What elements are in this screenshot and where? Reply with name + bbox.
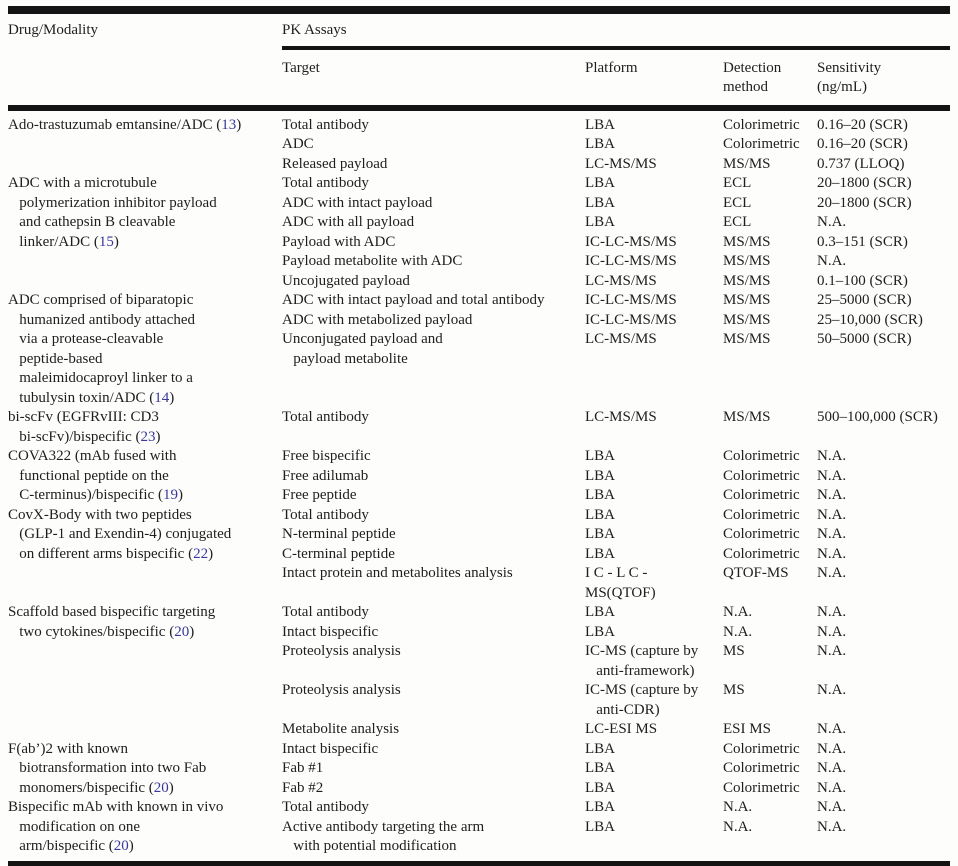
sensitivity-cell: N.A.: [817, 740, 847, 757]
drug-modality-cell: bi-scFv (EGFRvIII: CD3 bi-scFv)/bispecific (23): [8, 409, 161, 445]
target-column-header: Target: [282, 59, 320, 76]
sensitivity-cell: 25–5000 (SCR): [817, 292, 912, 308]
sensitivity-cell: 0.16–20 (SCR): [817, 136, 908, 152]
assay-rows: [282, 447, 950, 506]
target-cell: Payload metabolite with ADC: [282, 253, 463, 269]
assay-row: [282, 720, 950, 740]
platform-cell: LBA: [585, 799, 615, 815]
platform-cell: IC-LC-MS/MS: [585, 253, 677, 269]
target-cell: Proteolysis analysis: [282, 643, 401, 659]
assay-row: [282, 564, 950, 603]
assay-row: [282, 759, 950, 779]
platform-cell: IC-MS (capture by anti-CDR): [585, 682, 699, 718]
detection-method-cell: Colorimetric: [723, 506, 800, 523]
platform-cell: I C - L C - MS(QTOF): [585, 565, 656, 601]
detection-method-cell: QTOF-MS: [723, 565, 789, 581]
detection-method-cell: MS/MS: [723, 272, 771, 289]
platform-cell: LBA: [585, 448, 615, 464]
target-cell: Free bispecific: [282, 448, 371, 464]
platform-cell: LBA: [585, 136, 615, 152]
target-cell: Total antibody: [282, 506, 369, 523]
assay-rows: [282, 603, 950, 740]
drug-group-row: [8, 291, 950, 408]
target-cell: Released payload: [282, 155, 388, 172]
drug-group-row: [8, 798, 950, 857]
platform-cell: LBA: [585, 604, 615, 620]
platform-cell: LC-MS/MS: [585, 331, 657, 347]
detection-method-cell: MS: [723, 682, 745, 698]
target-cell: Fab #2: [282, 779, 324, 796]
assay-rows: [282, 408, 950, 428]
drug-modality-cell: COVA322 (mAb fused with functional peptide on the C-terminus)/bispecific (19): [8, 448, 183, 503]
platform-cell: LC-ESI MS: [585, 721, 658, 737]
platform-cell: LBA: [585, 467, 615, 484]
target-cell: Fab #1: [282, 760, 324, 776]
sensitivity-cell: N.A.: [817, 682, 847, 698]
drug-group-row: [8, 603, 950, 740]
citation-ref[interactable]: 22: [193, 545, 209, 562]
sensitivity-cell: N.A.: [817, 643, 847, 659]
target-cell: Unconjugated payload and payload metabolite: [282, 331, 443, 367]
sensitivity-cell: N.A.: [817, 448, 847, 464]
detection-method-cell: Colorimetric: [723, 779, 800, 796]
pk-assays-header: PK Assays: [282, 22, 347, 38]
assay-row: [282, 291, 950, 311]
platform-cell: LC-MS/MS: [585, 409, 657, 425]
platform-cell: LC-MS/MS: [585, 155, 657, 172]
citation-ref[interactable]: 20: [153, 779, 169, 796]
target-cell: Free peptide: [282, 487, 357, 503]
sensitivity-cell: N.A.: [817, 604, 847, 620]
detection-method-cell: MS/MS: [723, 311, 771, 328]
sensitivity-cell: 20–1800 (SCR): [817, 175, 912, 191]
sensitivity-cell: N.A.: [817, 253, 847, 269]
assay-row: [282, 798, 950, 818]
assay-row: [282, 467, 950, 487]
assay-rows: [282, 174, 950, 291]
assay-row: [282, 194, 950, 214]
target-cell: Intact protein and metabolites analysis: [282, 565, 513, 581]
assay-row: [282, 272, 950, 292]
detection-method-column-header: Detection method: [723, 59, 782, 95]
assay-row: [282, 330, 950, 369]
target-cell: ADC with intact payload: [282, 194, 433, 211]
assay-rows: [282, 798, 950, 857]
detection-method-cell: ECL: [723, 214, 752, 230]
sensitivity-cell: 25–10,000 (SCR): [817, 311, 923, 328]
detection-method-cell: MS: [723, 643, 745, 659]
target-cell: C-terminal peptide: [282, 545, 395, 562]
assay-row: [282, 252, 950, 272]
assay-row: [282, 818, 950, 857]
sensitivity-cell: N.A.: [817, 818, 847, 835]
assay-row: [282, 740, 950, 760]
platform-cell: IC-LC-MS/MS: [585, 233, 677, 250]
detection-method-cell: Colorimetric: [723, 526, 800, 542]
detection-method-cell: Colorimetric: [723, 545, 800, 562]
drug-modality-cell: F(ab’)2 with known biotransformation into two Fab monomers/bispecific (20): [8, 740, 207, 796]
target-cell: Total antibody: [282, 175, 369, 191]
platform-cell: IC-MS (capture by anti-framework): [585, 643, 699, 679]
assay-row: [282, 233, 950, 253]
target-cell: Total antibody: [282, 409, 369, 425]
platform-cell: LBA: [585, 818, 615, 835]
drug-modality-cell: Scaffold based bispecific targeting two cytokines/bispecific (20): [8, 604, 216, 640]
assay-row: [282, 623, 950, 643]
platform-cell: LBA: [585, 487, 615, 503]
target-cell: Metabolite analysis: [282, 721, 400, 737]
target-cell: ADC with metabolized payload: [282, 311, 473, 328]
citation-ref[interactable]: 23: [140, 428, 156, 445]
citation-ref[interactable]: 20: [113, 838, 129, 854]
detection-method-cell: ECL: [723, 194, 752, 211]
drug-modality-cell: Ado-trastuzumab emtansine/ADC (13): [8, 116, 242, 133]
assay-row: [282, 311, 950, 331]
assay-row: [282, 603, 950, 623]
table-top-rule: [8, 6, 950, 14]
drug-group-row: [8, 174, 950, 291]
assay-row: [282, 545, 950, 565]
platform-cell: LBA: [585, 740, 615, 757]
sensitivity-cell: N.A.: [817, 760, 847, 776]
platform-cell: LBA: [585, 506, 615, 523]
sensitivity-cell: 0.16–20 (SCR): [817, 116, 908, 133]
detection-method-cell: ESI MS: [723, 721, 771, 737]
assay-row: [282, 506, 950, 526]
sensitivity-cell: 50–5000 (SCR): [817, 331, 912, 347]
detection-method-cell: N.A.: [723, 799, 753, 815]
assay-row: [282, 779, 950, 799]
drug-group-row: [8, 447, 950, 506]
drug-modality-header: Drug/Modality: [8, 22, 98, 38]
pk-assays-header-group: [282, 14, 950, 105]
detection-method-cell: Colorimetric: [723, 740, 800, 757]
sensitivity-cell: 20–1800 (SCR): [817, 194, 912, 211]
assay-row: [282, 174, 950, 194]
target-cell: Uncojugated payload: [282, 272, 410, 289]
detection-method-cell: Colorimetric: [723, 760, 800, 776]
detection-method-cell: ECL: [723, 175, 752, 191]
sensitivity-cell: 0.1–100 (SCR): [817, 272, 908, 289]
drug-modality-cell: Bispecific mAb with known in vivo modification on one arm/bispecific (20): [8, 799, 224, 854]
sensitivity-cell: 0.3–151 (SCR): [817, 233, 908, 250]
assay-row: [282, 447, 950, 467]
target-cell: Free adilumab: [282, 467, 369, 484]
detection-method-cell: MS/MS: [723, 331, 771, 347]
target-cell: Proteolysis analysis: [282, 682, 401, 698]
target-cell: Total antibody: [282, 799, 369, 815]
detection-method-cell: Colorimetric: [723, 136, 800, 152]
target-cell: Total antibody: [282, 604, 369, 620]
assay-rows: [282, 291, 950, 369]
assay-rows: [282, 740, 950, 799]
platform-cell: LBA: [585, 779, 615, 796]
target-cell: Payload with ADC: [282, 233, 396, 250]
sensitivity-cell: N.A.: [817, 467, 847, 484]
drug-modality-cell: CovX-Body with two peptides (GLP-1 and Exendin-4) conjugated on different arms bispecific (22): [8, 506, 232, 562]
detection-method-cell: Colorimetric: [723, 116, 800, 133]
target-cell: Total antibody: [282, 116, 369, 133]
sensitivity-cell: N.A.: [817, 487, 847, 503]
assay-row: [282, 116, 950, 136]
sensitivity-cell: N.A.: [817, 623, 847, 640]
sensitivity-cell: 500–100,000 (SCR): [817, 409, 938, 425]
assay-row: [282, 135, 950, 155]
drug-group-row: [8, 408, 950, 447]
citation-ref[interactable]: 15: [98, 233, 114, 250]
assay-row: [282, 525, 950, 545]
target-cell: N-terminal peptide: [282, 526, 396, 542]
assay-row: [282, 155, 950, 175]
target-cell: ADC with intact payload and total antibody: [282, 292, 545, 308]
detection-method-cell: N.A.: [723, 623, 753, 640]
assay-row: [282, 408, 950, 428]
table-body: [8, 111, 950, 861]
assay-row: [282, 681, 950, 720]
platform-cell: LBA: [585, 175, 615, 191]
detection-method-cell: MS/MS: [723, 253, 771, 269]
target-cell: Intact bispecific: [282, 623, 379, 640]
drug-modality-cell: ADC with a microtubule polymerization inhibitor payload and cathepsin B cleavable linker/ADC (15): [8, 175, 217, 250]
detection-method-cell: MS/MS: [723, 409, 771, 425]
platform-cell: LC-MS/MS: [585, 272, 657, 289]
target-cell: Active antibody targeting the arm with potential modification: [282, 818, 485, 854]
citation-ref[interactable]: 14: [154, 389, 170, 406]
sensitivity-cell: N.A.: [817, 721, 847, 737]
detection-method-cell: Colorimetric: [723, 448, 800, 464]
platform-cell: LBA: [585, 194, 615, 211]
drug-group-row: [8, 116, 950, 175]
platform-cell: IC-LC-MS/MS: [585, 292, 677, 308]
sensitivity-cell: N.A.: [817, 526, 847, 542]
sensitivity-cell: N.A.: [817, 506, 847, 523]
citation-ref[interactable]: 13: [221, 116, 237, 133]
sensitivity-cell: N.A.: [817, 214, 847, 230]
platform-cell: LBA: [585, 623, 615, 640]
platform-cell: LBA: [585, 116, 615, 133]
citation-ref[interactable]: 20: [174, 623, 190, 640]
detection-method-cell: Colorimetric: [723, 467, 800, 484]
table-header: [8, 14, 950, 105]
sensitivity-column-header: Sensitivity (ng/mL): [817, 59, 882, 95]
detection-method-cell: N.A.: [723, 818, 753, 835]
assay-rows: [282, 116, 950, 175]
target-cell: ADC: [282, 136, 314, 152]
assay-row: [282, 213, 950, 233]
assay-row: [282, 486, 950, 506]
platform-cell: LBA: [585, 526, 615, 542]
platform-cell: LBA: [585, 214, 615, 230]
target-cell: ADC with all payload: [282, 214, 415, 230]
sensitivity-cell: 0.737 (LLOQ): [817, 155, 905, 172]
drug-modality-cell: ADC comprised of biparatopic humanized antibody attached via a protease-cleavable peptide-based maleimidocaproyl linker to a tubulysin toxin/ADC (14): [8, 292, 196, 406]
detection-method-cell: N.A.: [723, 604, 753, 620]
platform-cell: IC-LC-MS/MS: [585, 311, 677, 328]
citation-ref[interactable]: 19: [162, 487, 178, 503]
detection-method-cell: MS/MS: [723, 292, 771, 308]
sensitivity-cell: N.A.: [817, 545, 847, 562]
sensitivity-cell: N.A.: [817, 799, 847, 815]
sensitivity-cell: N.A.: [817, 565, 847, 581]
platform-cell: LBA: [585, 545, 615, 562]
platform-column-header: Platform: [585, 59, 638, 76]
detection-method-cell: MS/MS: [723, 155, 771, 172]
drug-group-row: [8, 740, 950, 799]
assay-row: [282, 642, 950, 681]
target-cell: Intact bispecific: [282, 740, 379, 757]
detection-method-cell: MS/MS: [723, 233, 771, 250]
table-bottom-rule: [8, 861, 950, 866]
detection-method-cell: Colorimetric: [723, 487, 800, 503]
platform-cell: LBA: [585, 760, 615, 776]
assay-rows: [282, 506, 950, 604]
sub-header-row: [282, 50, 950, 105]
sensitivity-cell: N.A.: [817, 779, 847, 796]
drug-group-row: [8, 506, 950, 604]
